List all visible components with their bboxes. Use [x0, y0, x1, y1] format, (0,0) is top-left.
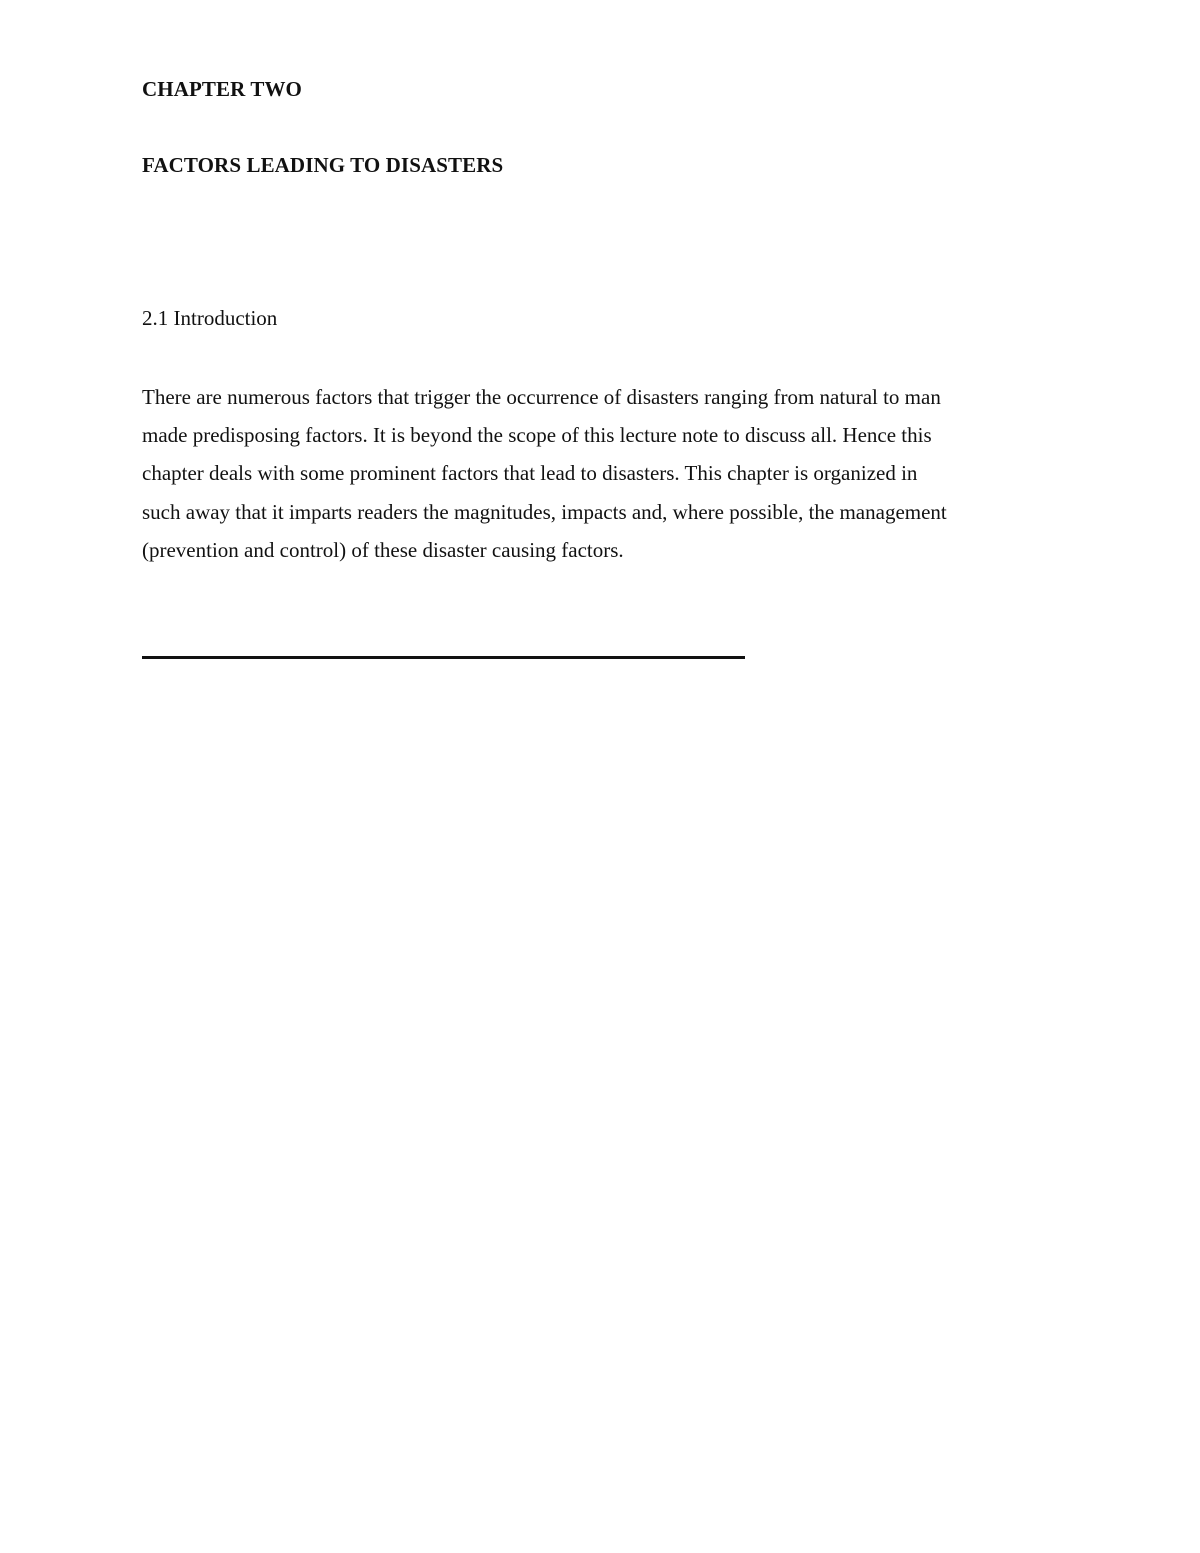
chapter-label: CHAPTER TWO [142, 77, 302, 101]
paragraph-line: (prevention and control) of these disaster causing factors. [142, 537, 624, 562]
paragraph-line: chapter deals with some prominent factors that lead to disasters. This chapter is organized in [142, 461, 918, 486]
paragraph-line: such away that it imparts readers the magnitudes, impacts and, where possible, the management [142, 499, 947, 524]
section-heading: 2.1 Introduction [142, 306, 278, 330]
chapter-title: FACTORS LEADING TO DISASTERS [142, 153, 504, 177]
horizontal-rule [142, 656, 745, 659]
paragraph-line: made predisposing factors. It is beyond the scope of this lecture note to discuss all. Hence this [142, 423, 932, 448]
paragraph-line: There are numerous factors that trigger the occurrence of disasters ranging from natural to man [142, 385, 941, 409]
introduction-paragraph [142, 378, 1062, 569]
